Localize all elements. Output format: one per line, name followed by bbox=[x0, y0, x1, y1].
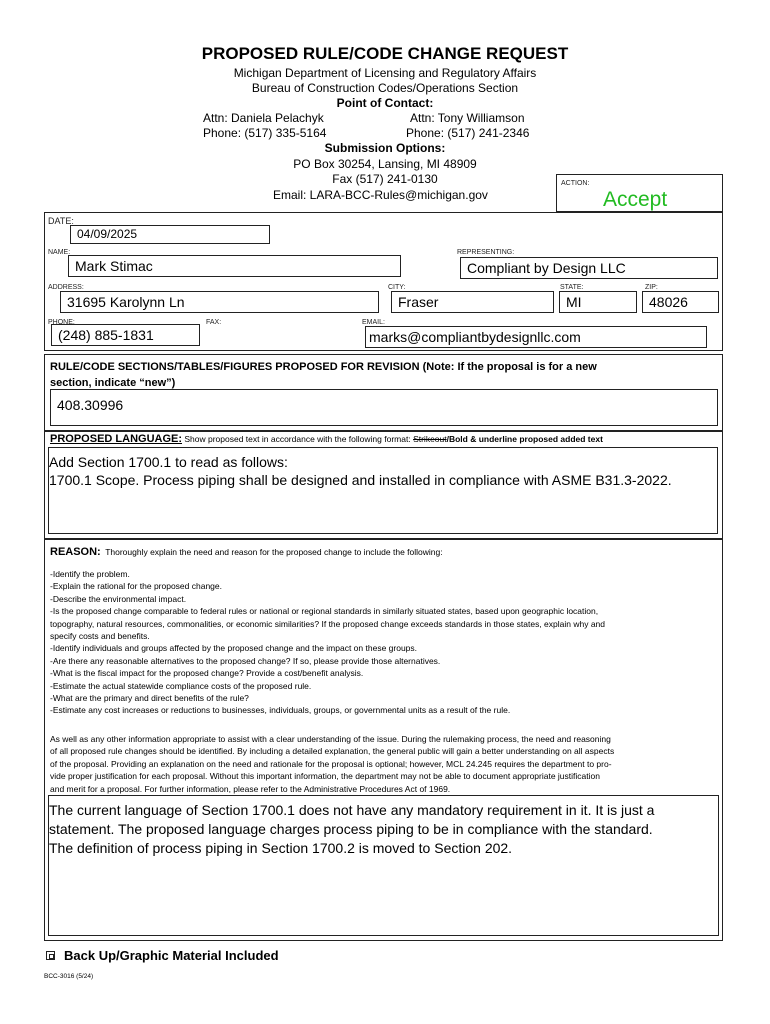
state-field[interactable]: MI bbox=[559, 291, 637, 313]
rule-heading-line-2: section, indicate “new”) bbox=[50, 377, 176, 389]
reason-item: -Identify individuals and groups affected by the proposed change and the impact on these groups. bbox=[50, 643, 418, 654]
form-code: BCC-3016 (5/24) bbox=[44, 973, 94, 980]
reason-item: -Estimate the actual statewide compliance costs of the proposed rule. bbox=[50, 680, 312, 691]
reason-answer-line-3: The definition of process piping in Section 1700.2 is moved to Section 202. bbox=[49, 840, 513, 856]
reason-answer-line-2: statement. The proposed language charges process piping to be in compliance with the standard. bbox=[49, 821, 653, 837]
proposed-language-title: PROPOSED LANGUAGE: bbox=[50, 433, 183, 445]
strikeout-example: Strikeout bbox=[413, 434, 447, 444]
date-field[interactable]: 04/09/2025 bbox=[70, 225, 270, 244]
representing-label: REPRESENTING: bbox=[457, 249, 515, 256]
mailing-address: PO Box 30254, Lansing, MI 48909 bbox=[293, 157, 477, 171]
fax-label: FAX: bbox=[206, 319, 222, 326]
guidance-line: and merit for a proposal. For further information, please refer to the Administrative Procedures Act of 1969. bbox=[50, 783, 451, 794]
submission-heading: Submission Options: bbox=[324, 141, 446, 155]
reason-item: -Is the proposed change comparable to federal rules or national or regional standards in similarly situated states, based upon geographic location, bbox=[50, 606, 599, 617]
contact-phone-2: Phone: (517) 241-2346 bbox=[406, 126, 530, 140]
department-name: Michigan Department of Licensing and Regulatory Affairs bbox=[233, 66, 537, 80]
contact-attn-2: Attn: Tony Williamson bbox=[410, 111, 525, 125]
address-field[interactable]: 31695 Karolynn Ln bbox=[60, 291, 379, 313]
action-value: Accept bbox=[603, 188, 668, 211]
reason-heading: REASON: bbox=[50, 546, 101, 558]
action-label: ACTION: bbox=[561, 180, 590, 187]
guidance-line: vide proper justification for each proposal. Without this important information, the department may not be able to document appropriate justification bbox=[50, 771, 600, 782]
reason-item: specify costs and benefits. bbox=[50, 631, 150, 642]
reason-instructions: Thoroughly explain the need and reason for the proposed change to include the following: bbox=[105, 547, 443, 557]
contact-heading: Point of Contact: bbox=[336, 96, 434, 110]
state-label: STATE: bbox=[560, 284, 584, 291]
email-field[interactable]: marks@compliantbydesignllc.com bbox=[365, 326, 707, 348]
contact-attn-1: Attn: Daniela Pelachyk bbox=[203, 111, 324, 125]
proposed-language-line-2: 1700.1 Scope. Process piping shall be designed and installed in compliance with ASME B31.3-2022. bbox=[49, 472, 672, 488]
proposed-language-field[interactable] bbox=[48, 447, 718, 534]
email-label: EMAIL: bbox=[362, 319, 385, 326]
reason-item: -Describe the environmental impact. bbox=[50, 593, 187, 604]
name-field[interactable]: Mark Stimac bbox=[68, 255, 401, 277]
action-box bbox=[556, 174, 723, 212]
backup-checkbox[interactable] bbox=[46, 951, 55, 960]
submission-email: Email: LARA-BCC-Rules@michigan.gov bbox=[273, 188, 488, 202]
reason-item: -Identify the problem. bbox=[50, 569, 130, 579]
zip-field[interactable]: 48026 bbox=[642, 291, 719, 313]
reason-checklist bbox=[50, 568, 720, 717]
reason-item: -What are the primary and direct benefits of the rule? bbox=[50, 693, 249, 704]
reason-heading-row bbox=[50, 542, 443, 560]
guidance-line: of the proposal. Providing an explanation on the need and rationale for the proposal is optional; however, MCL 24.245 requires the department to pro- bbox=[50, 758, 612, 769]
city-field[interactable]: Fraser bbox=[391, 291, 554, 313]
reason-item: topography, natural resources, commonalities, or economic similarities? If the proposed change exceeds standards in those states, explain why and bbox=[50, 618, 606, 629]
guidance-line: As well as any other information appropriate to assist with a clear understanding of the issue. During the rulemaking process, the need and reasoning bbox=[50, 734, 611, 744]
proposed-language-heading bbox=[50, 433, 603, 445]
address-label: ADDRESS: bbox=[48, 284, 84, 291]
rule-section-field[interactable]: 408.30996 bbox=[50, 389, 718, 426]
name-label: NAME: bbox=[48, 249, 71, 256]
phone-label: PHONE: bbox=[48, 319, 75, 326]
date-label: DATE: bbox=[48, 216, 74, 226]
checkbox-inner-square-icon bbox=[49, 954, 54, 959]
bureau-name: Bureau of Construction Codes/Operations Section bbox=[251, 81, 519, 95]
zip-label: ZIP: bbox=[645, 284, 658, 291]
proposed-language-line-1: Add Section 1700.1 to read as follows: bbox=[49, 454, 288, 470]
backup-label: Back Up/Graphic Material Included bbox=[64, 948, 279, 963]
proposed-language-instructions: Show proposed text in accordance with the following format: bbox=[182, 434, 414, 444]
reason-answer-line-1: The current language of Section 1700.1 does not have any mandatory requirement in it. It is just a bbox=[49, 802, 655, 818]
reason-item: -What is the fiscal impact for the proposed change? Provide a cost/benefit analysis. bbox=[50, 668, 364, 679]
fax-number: Fax (517) 241-0130 bbox=[332, 172, 438, 186]
representing-field[interactable]: Compliant by Design LLC bbox=[460, 257, 718, 279]
phone-field[interactable]: (248) 885-1831 bbox=[51, 324, 200, 346]
reason-answer-field[interactable] bbox=[48, 795, 719, 936]
reason-item: -Are there any reasonable alternatives to the proposed change? If so, please provide those alternatives. bbox=[50, 655, 441, 666]
guidance-line: of all proposed rule changes should be identified. By including a detailed explanation, the general public will gain a better understanding on all aspects bbox=[50, 746, 615, 757]
reason-guidance-paragraph bbox=[50, 733, 720, 795]
reason-item: -Estimate any cost increases or reductions to businesses, individuals, groups, or governmental units as a result of the rule. bbox=[50, 705, 511, 716]
rule-heading-line-1: RULE/CODE SECTIONS/TABLES/FIGURES PROPOSED FOR REVISION (Note: If the proposal is for a new bbox=[50, 361, 597, 373]
city-label: CITY: bbox=[388, 284, 406, 291]
contact-phone-1: Phone: (517) 335-5164 bbox=[203, 126, 327, 140]
bold-underline-example: /Bold & underline proposed added text bbox=[446, 434, 603, 444]
reason-item: -Explain the rational for the proposed change. bbox=[50, 581, 223, 592]
form-title: PROPOSED RULE/CODE CHANGE REQUEST bbox=[201, 44, 569, 63]
